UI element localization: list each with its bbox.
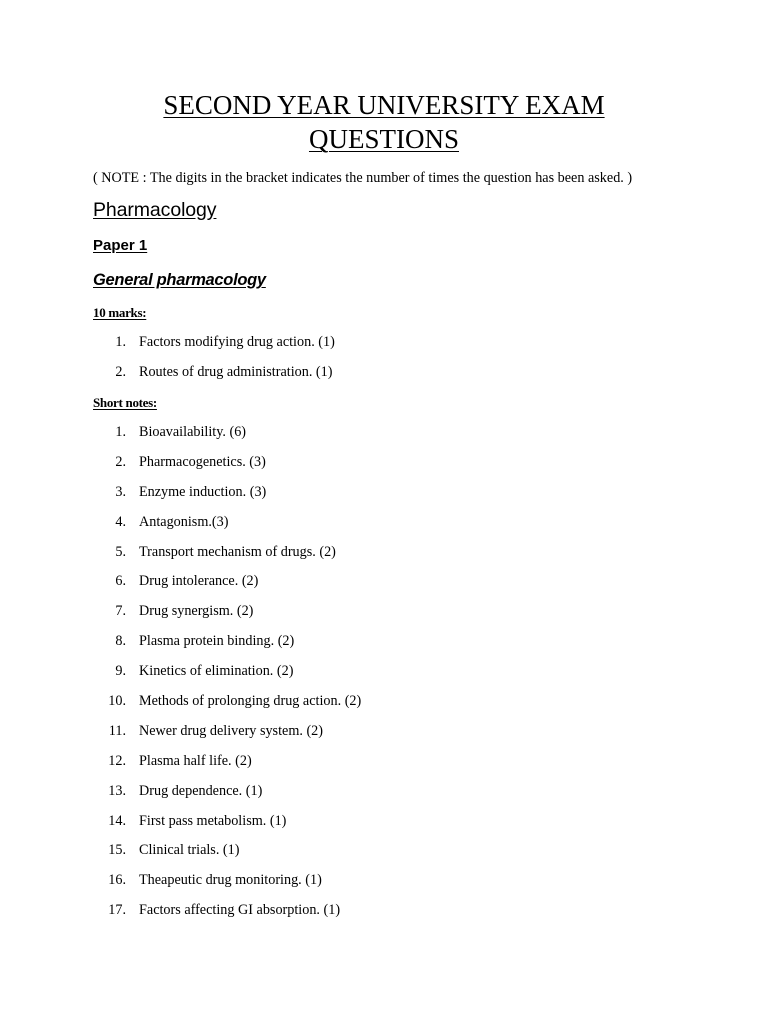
question-text: Routes of drug administration. (1) <box>139 363 333 380</box>
list-item <box>0 662 768 692</box>
list-item <box>0 363 768 393</box>
list-item <box>0 782 768 812</box>
question-text: Plasma protein binding. (2) <box>139 633 295 650</box>
paper-heading: Paper 1 <box>93 237 148 254</box>
question-text: Enzyme induction. (3) <box>139 483 267 500</box>
question-number: 6. <box>115 573 126 590</box>
question-number: 4. <box>115 513 126 530</box>
short-notes-heading: Short notes: <box>93 395 157 410</box>
question-number: 13. <box>108 782 126 799</box>
question-text: Drug synergism. (2) <box>139 603 254 620</box>
question-text: Newer drug delivery system. (2) <box>139 722 323 739</box>
question-number: 2. <box>115 453 126 470</box>
question-text: Drug intolerance. (2) <box>139 573 259 590</box>
list-item <box>0 453 768 483</box>
question-number: 5. <box>115 543 126 560</box>
question-text: Theapeutic drug monitoring. (1) <box>139 872 322 889</box>
question-text: First pass metabolism. (1) <box>139 812 287 829</box>
question-text: Methods of prolonging drug action. (2) <box>139 693 362 710</box>
section-heading: General pharmacology <box>93 271 266 289</box>
marks-heading: 10 marks: <box>93 305 147 320</box>
question-number: 15. <box>108 842 126 859</box>
question-number: 3. <box>115 483 126 500</box>
question-text: Kinetics of elimination. (2) <box>139 663 294 680</box>
list-item <box>0 423 768 453</box>
title-line-1: SECOND YEAR UNIVERSITY EXAM <box>163 90 605 120</box>
list-item <box>0 722 768 752</box>
question-text: Pharmacogenetics. (3) <box>139 453 266 470</box>
question-text: Bioavailability. (6) <box>139 424 247 440</box>
question-number: 2. <box>115 363 126 380</box>
list-item <box>0 841 768 871</box>
subject-heading: Pharmacology <box>93 199 217 221</box>
title-line-2: QUESTIONS <box>308 124 459 154</box>
question-number: 11. <box>108 722 126 739</box>
question-number: 1. <box>115 424 126 440</box>
question-text: Clinical trials. (1) <box>139 842 240 859</box>
marks-question-list <box>0 333 768 393</box>
list-item <box>0 333 768 363</box>
question-text: Factors affecting GI absorption. (1) <box>139 902 341 919</box>
list-item <box>0 901 768 931</box>
question-text: Factors modifying drug action. (1) <box>139 334 335 350</box>
list-item <box>0 572 768 602</box>
question-number: 10. <box>108 693 126 710</box>
question-number: 12. <box>108 752 126 769</box>
question-number: 9. <box>115 663 126 680</box>
question-number: 14. <box>108 812 126 829</box>
list-item <box>0 692 768 722</box>
list-item <box>0 752 768 782</box>
question-number: 17. <box>108 902 126 919</box>
question-number: 8. <box>115 633 126 650</box>
question-text: Plasma half life. (2) <box>139 752 252 769</box>
question-number: 16. <box>108 872 126 889</box>
question-number: 7. <box>115 603 126 620</box>
list-item <box>0 543 768 573</box>
list-item <box>0 602 768 632</box>
question-text: Antagonism.(3) <box>139 513 229 530</box>
question-text: Transport mechanism of drugs. (2) <box>139 543 336 560</box>
short-notes-list <box>0 423 768 931</box>
list-item <box>0 632 768 662</box>
list-item <box>0 513 768 543</box>
note-text: ( NOTE : The digits in the bracket indicates the number of times the question has been asked. ) <box>93 170 633 186</box>
question-number: 1. <box>115 334 126 350</box>
question-text: Drug dependence. (1) <box>139 782 263 799</box>
page-title <box>0 88 768 156</box>
list-item <box>0 812 768 842</box>
list-item <box>0 871 768 901</box>
list-item <box>0 483 768 513</box>
